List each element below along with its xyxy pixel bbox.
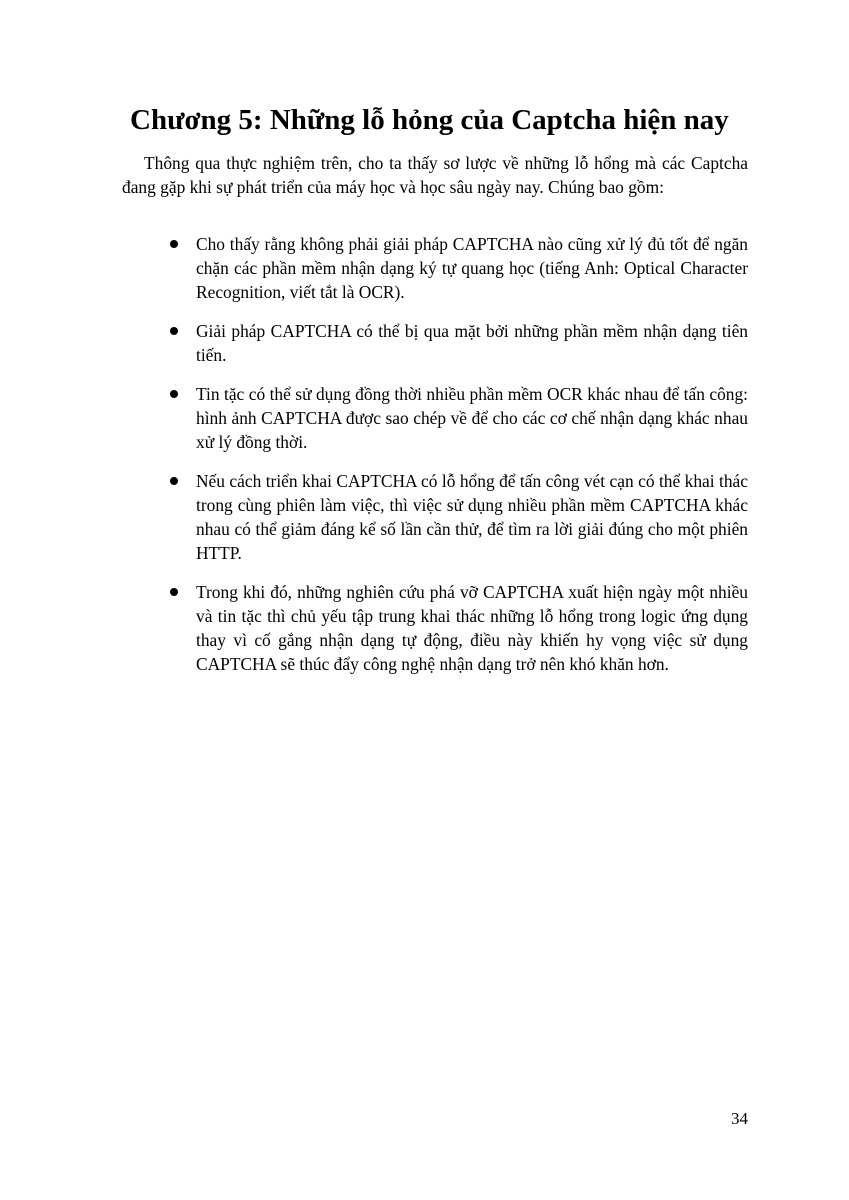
bullet-dot-icon [170,327,178,335]
list-item-text: Giải pháp CAPTCHA có thể bị qua mặt bởi những phần mềm nhận dạng tiên tiến. [196,321,748,365]
page-number: 34 [731,1109,748,1128]
bullet-dot-icon [170,588,178,596]
chapter-title: Chương 5: Những lỗ hỏng của Captcha hiện nay [130,104,729,136]
list-item [160,232,748,304]
intro-paragraph: Thông qua thực nghiệm trên, cho ta thấy sơ lược về những lỗ hổng mà các Captcha đang gặp khi sự phát triển của máy học và học sâu ngày nay. Chúng bao gồm: [122,153,748,197]
list-item-text: Nếu cách triển khai CAPTCHA có lỗ hổng để tấn công vét cạn có thể khai thác trong cùng phiên làm việc, thì việc sử dụng nhiều phần mềm CAPTCHA khác nhau có thể giảm đáng kể số lần cần thử, để tìm ra lời giải đúng cho một phiên HTTP. [196,471,748,563]
list-item-text: Tin tặc có thể sử dụng đồng thời nhiều phần mềm OCR khác nhau để tấn công: hình ảnh CAPTCHA được sao chép về để cho các cơ chế nhận dạng khác nhau xử lý đồng thời. [196,384,748,452]
bullet-dot-icon [170,240,178,248]
list-item [160,382,748,454]
list-item [160,580,748,676]
list-item [160,319,748,367]
list-item-text: Cho thấy rằng không phải giải pháp CAPTCHA nào cũng xử lý đủ tốt để ngăn chặn các phần mềm nhận dạng ký tự quang học (tiếng Anh: Optical Character Recognition, viết tắt là OCR). [196,234,748,302]
bullet-dot-icon [170,390,178,398]
bullet-list [160,232,748,691]
bullet-dot-icon [170,477,178,485]
list-item [160,469,748,565]
list-item-text: Trong khi đó, những nghiên cứu phá vỡ CAPTCHA xuất hiện ngày một nhiều và tin tặc thì chủ yếu tập trung khai thác những lỗ hổng trong logic ứng dụng thay vì cố gắng nhận dạng tự động, điều này khiến hy vọng việc sử dụng CAPTCHA sẽ thúc đẩy công nghệ nhận dạng trở nên khó khăn hơn. [196,582,748,674]
